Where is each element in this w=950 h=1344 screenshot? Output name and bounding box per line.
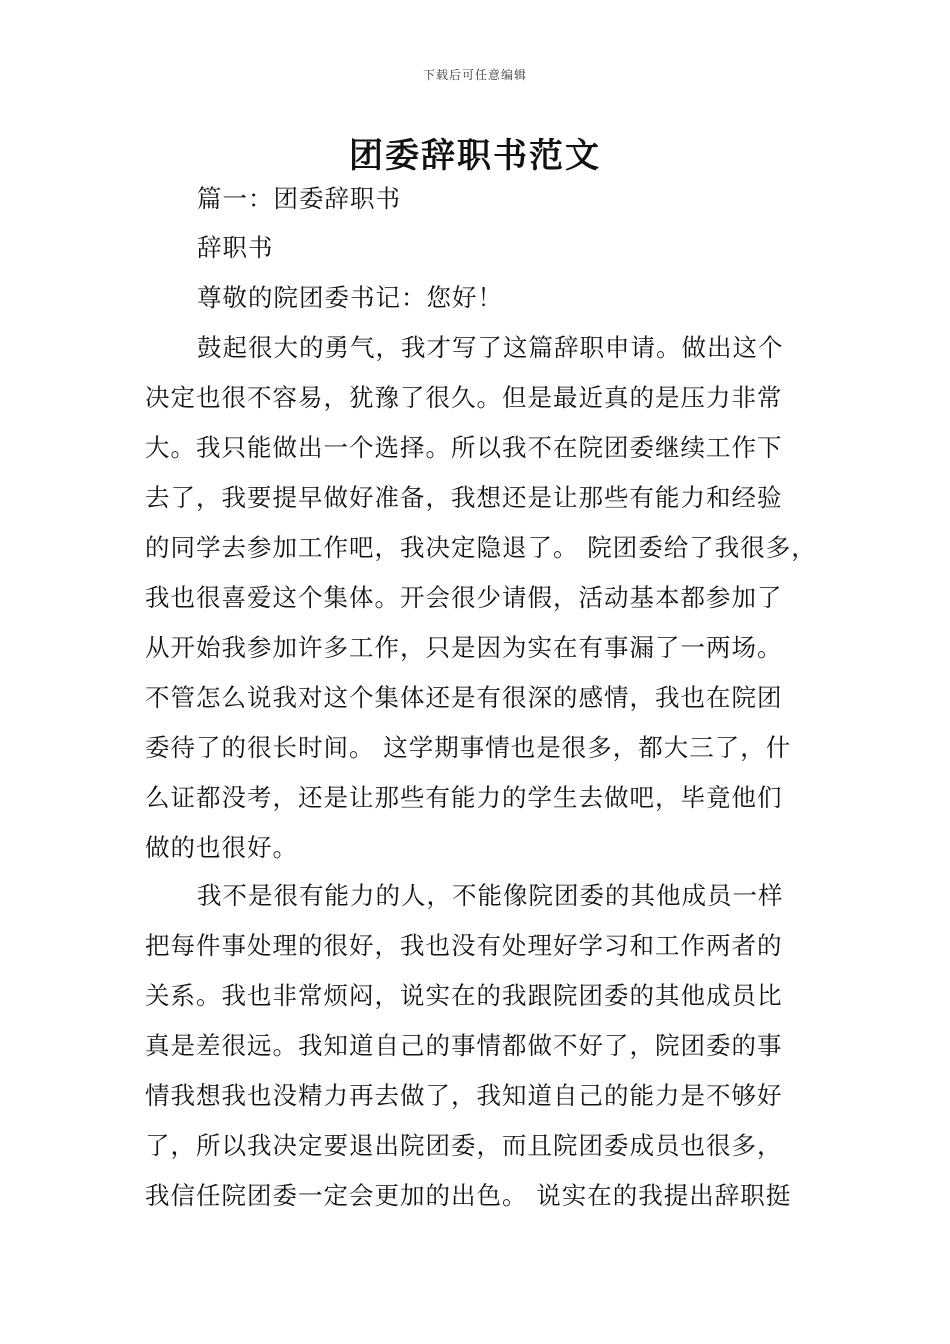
paragraph-line: 我不是很有能力的人，不能像院团委的其他成员一样 — [197, 881, 784, 910]
paragraph-line: 鼓起很大的勇气，我才写了这篇辞职申请。做出这个 — [197, 333, 784, 362]
paragraph-line: 去了，我要提早做好准备，我想还是让那些有能力和经验 — [145, 483, 783, 512]
paragraph-line: 把每件事处理的很好，我也没有处理好学习和工作两者的 — [145, 931, 783, 960]
paragraph-line: 从开始我参加许多工作，只是因为实在有事漏了一两场。 — [145, 633, 783, 662]
letter-title: 辞职书 — [197, 233, 274, 262]
section-heading: 篇一：团委辞职书 — [197, 184, 401, 213]
paragraph-line: 我信任院团委一定会更加的出色。 说实在的我提出辞职挺 — [145, 1181, 792, 1210]
paragraph-line: 真是差很远。我知道自己的事情都做不好了，院团委的事 — [145, 1031, 783, 1060]
paragraph-line: 情我想我也没精力再去做了，我知道自己的能力是不够好 — [145, 1081, 783, 1110]
paragraph-line: 的同学去参加工作吧，我决定隐退了。 院团委给了我很多， — [145, 533, 817, 562]
paragraph-line: 关系。我也非常烦闷，说实在的我跟院团委的其他成员比 — [145, 981, 783, 1010]
paragraph-line: 大。我只能做出一个选择。所以我不在院团委继续工作下 — [145, 433, 783, 462]
salutation: 尊敬的院团委书记：您好！ — [197, 283, 503, 312]
paragraph-line: 做的也很好。 — [145, 833, 298, 862]
document-title: 团委辞职书范文 — [349, 136, 601, 176]
paragraph-line: 委待了的很长时间。 这学期事情也是很多，都大三了，什 — [145, 733, 792, 762]
paragraph-line: 么证都没考，还是让那些有能力的学生去做吧，毕竟他们 — [145, 783, 783, 812]
paragraph-line: 我也很喜爱这个集体。开会很少请假，活动基本都参加了 — [145, 583, 783, 612]
paragraph-line: 不管怎么说我对这个集体还是有很深的感情，我也在院团 — [145, 683, 783, 712]
header-note: 下载后可任意编辑 — [422, 68, 527, 82]
paragraph-line: 决定也很不容易，犹豫了很久。但是最近真的是压力非常 — [145, 383, 783, 412]
paragraph-line: 了，所以我决定要退出院团委，而且院团委成员也很多， — [145, 1131, 783, 1160]
